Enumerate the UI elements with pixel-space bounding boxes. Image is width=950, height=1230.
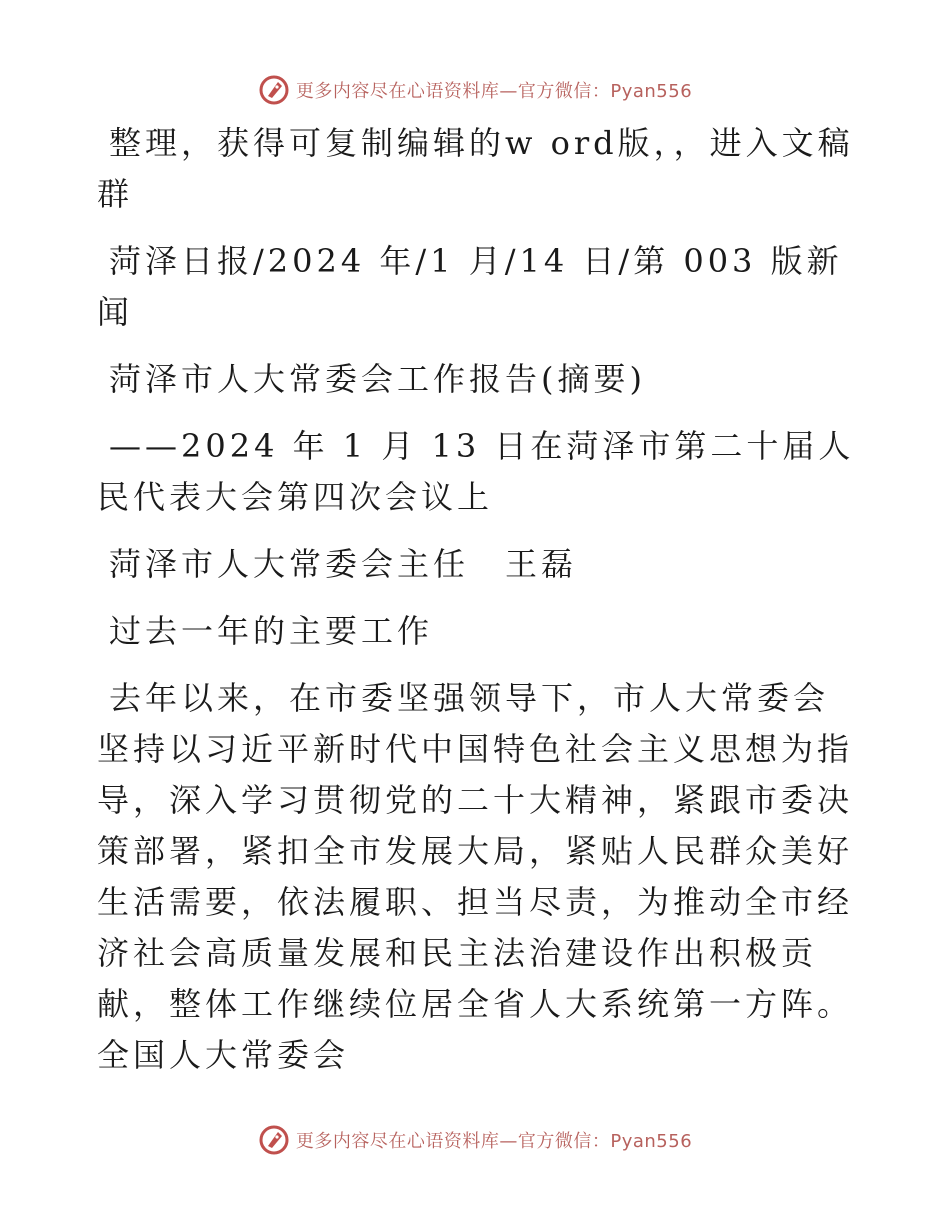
header-watermark [0,70,950,110]
watermark-text: 更多内容尽在心语资料库—官方微信：Pyan556 [295,1131,693,1152]
footer-watermark [0,1120,950,1160]
document-body [97,118,857,1081]
report-subtitle: ——2024 年 1 月 13 日在菏泽市第二十届人民代表大会第四次会议上 [97,427,855,516]
report-title: 菏泽市人大常委会工作报告(摘要) [109,360,646,398]
watermark-text: 更多内容尽在心语资料库—官方微信：Pyan556 [295,81,693,102]
body-paragraph: 去年以来，在市委坚强领导下，市人大常委会坚持以习近平新时代中国特色社会主义思想为指导，深入学习贯彻党的二十大精神，紧跟市委决策部署，紧扣全市发展大局，紧贴人民群众美好生活需要，依法履职、担当尽责，为推动全市经济社会高质量发展和民主法治建设作出积极贡献，整体工作继续位居全省人大系统第一方阵。全国人大常委会 [97,679,854,1074]
pen-nib-logo-icon [258,1124,290,1156]
pen-nib-logo-icon [258,74,290,106]
section-heading: 过去一年的主要工作 [109,612,434,650]
intro-note: 整理，获得可复制编辑的w ord版，，进入文稿群 [97,124,854,213]
source-line: 菏泽日报/2024 年/1 月/14 日/第 003 版新闻 [97,242,843,331]
author-line: 菏泽市人大常委会主任 王磊 [109,545,578,583]
